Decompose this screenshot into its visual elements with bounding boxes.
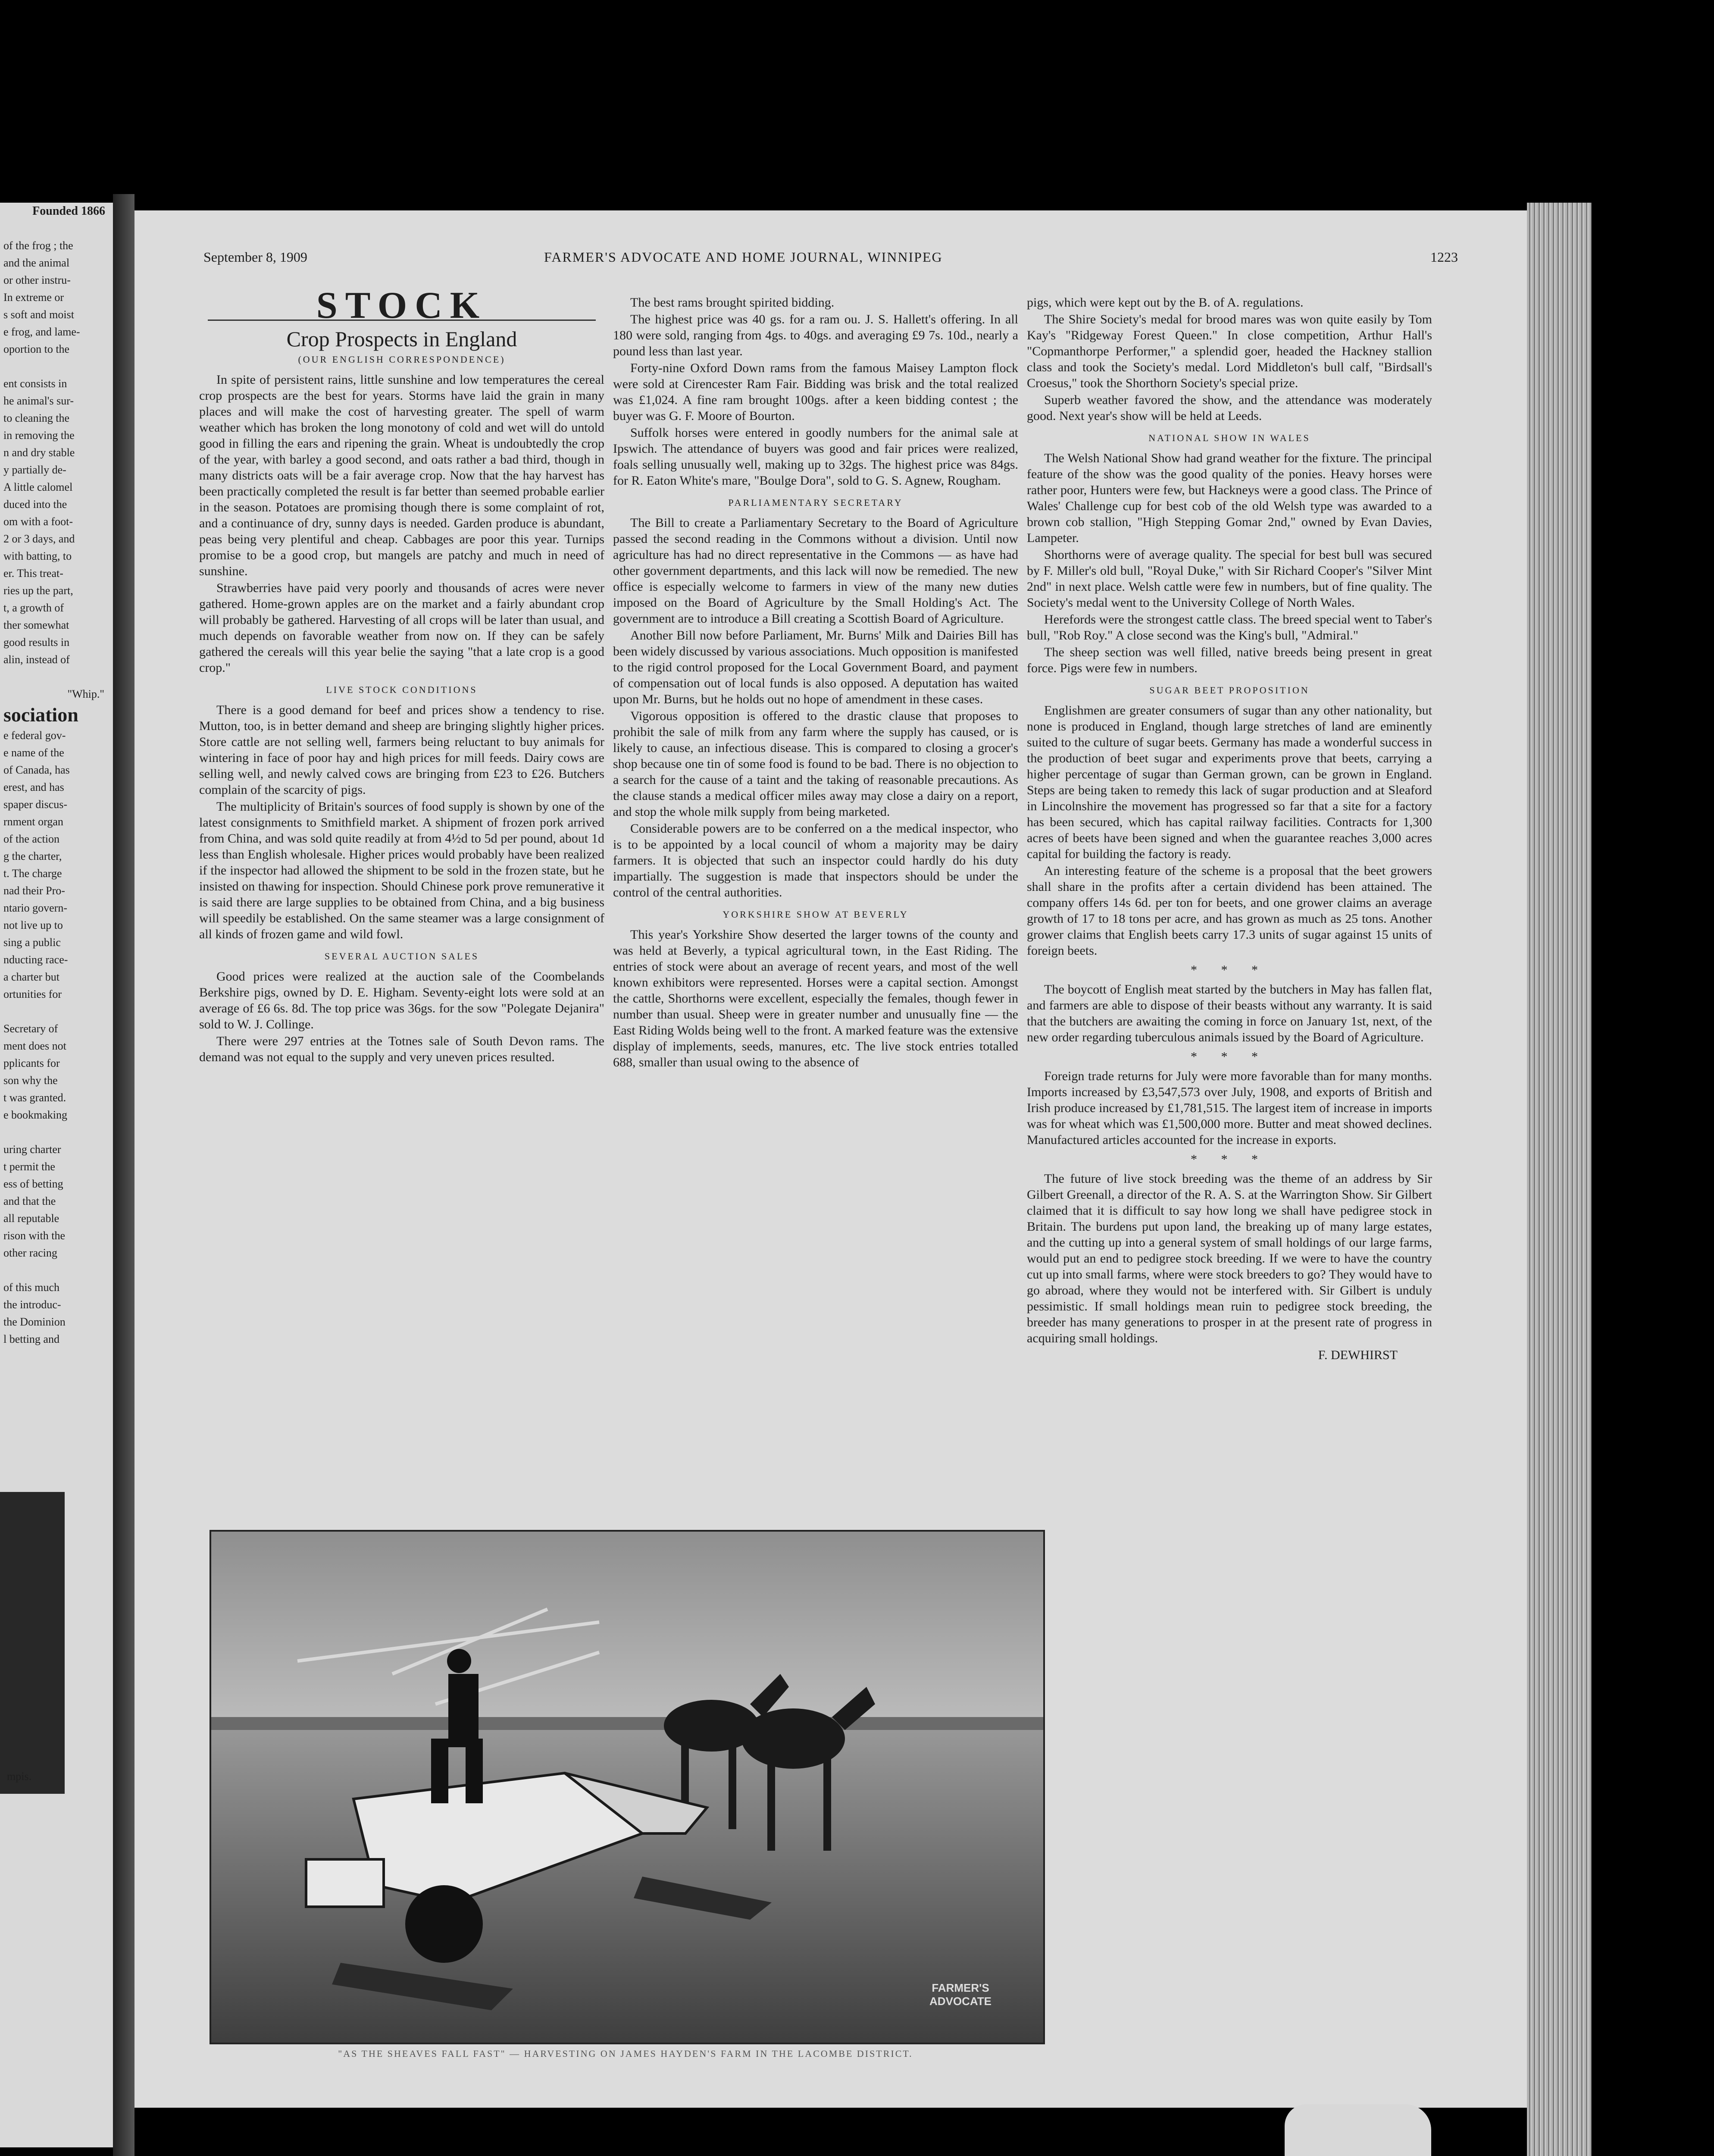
- left-page-line: t permit the: [3, 1160, 55, 1173]
- left-page-line: ntario govern-: [3, 902, 68, 914]
- left-page-line: the Dominion: [3, 1316, 66, 1328]
- left-page-line: s soft and moist: [3, 308, 74, 321]
- left-page-line: In extreme or: [3, 291, 64, 304]
- left-page-line: ent consists in: [3, 377, 67, 390]
- left-page-line: good results in: [3, 636, 70, 649]
- paragraph: Forty-nine Oxford Down rams from the famous Maisey Lampton flock were sold at Cirencester Ram Fair. Bidding was brisk and the total realized was £1,024. A fine ram brought 100gs. after a keen bidding contest ; the buyer was G. F. Moore of Bourton.: [613, 361, 1018, 423]
- left-page-line: or other instru-: [3, 274, 71, 286]
- left-page-line: t, a growth of: [3, 602, 64, 614]
- founded-label: Founded 1866: [32, 204, 105, 218]
- left-page-line: ries up the part,: [3, 584, 73, 597]
- watermark-line: ADVOCATE: [929, 1995, 991, 2008]
- left-page-line: g the charter,: [3, 850, 62, 862]
- left-page-line: nad their Pro-: [3, 884, 65, 897]
- page-clip-shadow: [1285, 2104, 1431, 2156]
- left-page-line: ess of betting: [3, 1178, 63, 1190]
- left-page-line: not live up to: [3, 919, 63, 931]
- paragraph: The Welsh National Show had grand weather for the fixture. The principal feature of the show was the good quality of the ponies. Heavy horses were rather poor, Hunters were few, but Hackneys were a good class. The Prince of Wales' Challenge cup for best cob of the old Welsh type was awarded to a brown cob stallion, "High Stepping Gomar 2nd," owned by Evan Davies, Lampeter.: [1027, 451, 1432, 545]
- left-page-line: sing a public: [3, 936, 61, 949]
- paragraph: Superb weather favored the show, and the attendance was moderately good. Next year's show will be held at Leeds.: [1027, 393, 1432, 423]
- left-page-line: and that the: [3, 1195, 56, 1207]
- article-headline: Crop Prospects in England: [286, 327, 517, 351]
- photo-caption: "AS THE SHEAVES FALL FAST" — HARVESTING ON JAMES HAYDEN'S FARM IN THE LACOMBE DISTRICT.: [338, 2048, 913, 2059]
- paragraph: Shorthorns were of average quality. The special for best bull was secured by F. Miller's old bull, "Royal Duke," with Sir Richard Cooper's "Silver Mint 2nd" in next place. Welsh cattle were few in numbers, but of fine quality. The Society's medal went to the University College of North Wales.: [1027, 548, 1432, 610]
- paragraph: Suffolk horses were entered in goodly numbers for the animal sale at Ipswich. The attendance of buyers was good and fair prices were realized, foals selling unusually well, making up to 32gs. The highest price was 84gs. for R. Eaton White's mare, "Boulge Dora", sold to G. S. Agnew, Rougham.: [613, 426, 1018, 488]
- publication-title: FARMER'S ADVOCATE AND HOME JOURNAL, WINNIPEG: [544, 249, 943, 265]
- newspaper-page: [134, 210, 1527, 2108]
- paragraph: This year's Yorkshire Show deserted the larger towns of the county and was held at Beverly, a typical agricultural town, in the East Riding. The entries of stock were about an average of recent years, and most of the well known exhibitors were represented. Horses were a capital section. Amongst the cattle, Shorthorns were excellent, especially the females, though fewer in number than usual. Sheep were in greater number and unusually fine — the East Riding Wolds being well to the front. A marked feature was the extensive display of implements, seeds, manures, etc. The live stock entries totalled 688, smaller than usual owing to the absence of: [613, 928, 1018, 1069]
- paragraph: The boycott of English meat started by the butchers in May has fallen flat, and farmers are able to dispose of their beasts without any warranty. It is said that the butchers are awaiting the coming in force on January 1st, next, of the new order regarding tuberculous animals issued by the Board of Agriculture.: [1027, 982, 1432, 1044]
- article-byline: (OUR ENGLISH CORRESPONDENCE): [298, 354, 506, 365]
- column-2: [613, 295, 1018, 1071]
- left-page-line: y partially de-: [3, 464, 66, 476]
- left-page-line: pplicants for: [3, 1057, 60, 1069]
- author-signoff: F. DEWHIRST: [1318, 1348, 1398, 1362]
- left-page-text-block-2: [0, 727, 113, 1348]
- column-3: [1027, 295, 1432, 1364]
- left-page-line: the introduc-: [3, 1298, 61, 1311]
- paragraph: The highest price was 40 gs. for a ram ou. J. S. Hallett's offering. In all 180 were sold, ranging from 4gs. to 40gs. and averaging £9 7s. 10d., nearly a pound less than last year.: [613, 312, 1018, 358]
- paragraph: In spite of persistent rains, little sunshine and low temperatures the cereal crop prospects are the best for years. Storms have laid the grain in many places and will make the cost of harvesting greater. The spell of warm weather which has broken the long monotony of cold and wet will do untold good in filling the ears and ripening the grain. Wheat is undoubtedly the crop of the year, with barley a good second, and oats rather a bad third, though in many districts oats will be a fair average crop. Now that the hay harvest has been practically completed the result is far better than seemed probable earlier in the season. Potatoes are promising though there is some complaint of rot, and a continuance of dry, sunny days is needed. Garden produce is abundant, peas being very plentiful and cheap. Cabbages are poor this year. Turnips promise to be a good crop, but mangels are patchy and much in need of sunshine.: [199, 373, 604, 578]
- left-page-line: rison with the: [3, 1229, 65, 1242]
- left-page-line: in removing the: [3, 429, 75, 442]
- left-page-line: alin, instead of: [3, 653, 70, 666]
- subheading: PARLIAMENTARY SECRETARY: [728, 497, 903, 508]
- book-gutter: [113, 194, 134, 2156]
- left-page-line: other racing: [3, 1247, 57, 1259]
- section-break: * * *: [1191, 1152, 1268, 1166]
- left-page-line: nducting race-: [3, 953, 68, 966]
- section-title: STOCK: [316, 285, 488, 326]
- left-page-line: [0, 1124, 113, 1141]
- left-page-line: [0, 668, 113, 686]
- left-page-line: Secretary of: [3, 1022, 58, 1035]
- paragraph: There were 297 entries at the Totnes sale of South Devon rams. The demand was not equal to the supply and very uneven prices resulted.: [199, 1034, 604, 1064]
- left-page-line: son why the: [3, 1074, 58, 1087]
- subheading: SUGAR BEET PROPOSITION: [1149, 685, 1310, 696]
- left-page-line: of this much: [3, 1281, 59, 1294]
- left-page-line: of the action: [3, 833, 59, 845]
- left-page-line: [0, 1262, 113, 1279]
- paragraph: Good prices were realized at the auction sale of the Coombelands Berkshire pigs, owned by D. E. Higham. Seventy-eight lots were sold at an average of £6 6s. 8d. The top price was 36gs. for the sow "Polegate Dejanira" sold to W. J. Collinge.: [199, 969, 604, 1031]
- running-header: [203, 249, 1458, 271]
- left-page-line: all reputable: [3, 1212, 59, 1225]
- paragraph: The sheep section was well filled, native breeds being present in great force. Pigs were few in numbers.: [1027, 645, 1432, 675]
- left-page-line: ortunities for: [3, 988, 62, 1000]
- left-page-line: [0, 1003, 113, 1020]
- book-page-edges: [1527, 203, 1592, 2156]
- paragraph: The Shire Society's medal for brood mares was won quite easily by Tom Kay's "Ridgeway Forest Queen." In close competition, Arthur Hall's "Copmanthorpe Performer," a splendid goer, headed the Hackney stallion class and took the Society's medal. Lord Middleton's bull calf, "Birdsall's Croesus," took the Shorthorn Society's special prize.: [1027, 312, 1432, 390]
- subheading: LIVE STOCK CONDITIONS: [326, 684, 478, 695]
- left-page-line: t. The charge: [3, 867, 62, 880]
- left-page-line: of the frog ; the: [3, 239, 73, 252]
- left-page-line: of Canada, has: [3, 764, 70, 776]
- left-page-line: er. This treat-: [3, 567, 63, 580]
- paragraph: The multiplicity of Britain's sources of food supply is shown by one of the latest consignments to Smithfield market. A shipment of frozen pork arrived from China, and was sold quite readily at from 4½d to 5d per pound, about 1d less than English wholesale. Higher prices would probably have been realized if the inspector had allowed the shipment to be sold in the frozen state, but he insisted on thawing for inspection. Should Chinese pork prove remunerative it is said there are large supplies to be obtained from China, and a big business will speedily be established. On the same steamer was a large consignment of all kinds of frozen game and wild fowl.: [199, 799, 604, 941]
- left-page-line: e federal gov-: [3, 729, 66, 742]
- paragraph: Considerable powers are to be conferred on a the medical inspector, who is to be appointed by a local council of whom a majority may be dairy farmers. It is objected that such an inspector could hardly do his duty impartially. The suggestion is made that inspectors should be under the control of the central authorities.: [613, 821, 1018, 899]
- paragraph: Strawberries have paid very poorly and thousands of acres were never gathered. Home-grown apples are on the market and a fairly abundant crop will probably be gathered. Harvesting of all crops will be later than usual, and much depends on favorable weather from now on. If they can be safely gathered the cereals will this year belie the saying "that a late crop is a good crop.": [199, 581, 604, 675]
- paragraph: Herefords were the strongest cattle class. The breed special went to Taber's bull, "Rob Roy." A close second was the King's bull, "Admiral.": [1027, 612, 1432, 642]
- left-page-line: e bookmaking: [3, 1109, 68, 1121]
- left-page-line: a charter but: [3, 971, 59, 983]
- paragraph: The best rams brought spirited bidding.: [630, 295, 835, 310]
- left-page-line: n and dry stable: [3, 446, 75, 459]
- subheading: YORKSHIRE SHOW AT BEVERLY: [723, 909, 909, 920]
- paragraph: The Bill to create a Parliamentary Secretary to the Board of Agriculture passed the second reading in the Commons without a division. Until now agriculture has had no direct representative in the Commons — as have had other government departments, and this lack will now be remedied. The new office is especially welcome to farmers in view of the many new duties imposed on the Board of Agriculture by the Small Holding's Act. The government are to introduce a Bill creating a Scottish Board of Agriculture.: [613, 516, 1018, 626]
- left-page-heading: sociation: [3, 704, 78, 726]
- left-page-line: rnment organ: [3, 815, 63, 828]
- left-page-line: e frog, and lame-: [3, 326, 80, 338]
- left-page-line: with batting, to: [3, 550, 72, 562]
- photo-watermark: [929, 1981, 991, 2008]
- left-page-foot: mpis.: [7, 1770, 32, 1783]
- harvest-photograph: [210, 1530, 1045, 2044]
- paragraph: Another Bill now before Parliament, Mr. Burns' Milk and Dairies Bill has been widely discussed by various associations. Much opposition is manifested to the rigid control proposed for the Local Government Board, and payment of compensation out of local funds is also opposed. A deputation has waited upon Mr. Burns, but he holds out no hope of amendment in these cases.: [613, 628, 1018, 706]
- watermark-line: FARMER'S: [932, 1981, 989, 1994]
- left-page-line: duced into the: [3, 498, 67, 511]
- left-page-line: t was granted.: [3, 1091, 66, 1104]
- paragraph: pigs, which were kept out by the B. of A. regulations.: [1027, 295, 1304, 310]
- left-page-line: oportion to the: [3, 343, 70, 355]
- left-page-line: om with a foot-: [3, 515, 73, 528]
- paragraph: An interesting feature of the scheme is a proposal that the beet growers shall share in the profits after a certain dividend has been attained. The company offers 14s 6d. per ton for beets, and one grower claims an average growth of 17 to 18 tons per acre, and has grown as much as 25 tons. Another grower claims that English beets carry 17.3 units of sugar against 15 units of foreign beets.: [1027, 864, 1432, 958]
- left-page-line: [0, 358, 113, 375]
- subheading: SEVERAL AUCTION SALES: [324, 951, 479, 962]
- page-number: 1223: [1430, 249, 1458, 265]
- paragraph: Foreign trade returns for July were more favorable than for many months. Imports increased by £3,547,573 over July, 1908, and exports of British and Irish produce increased by £1,781,515. The largest item of increase in imports was for wheat which was £1,500,000 more. Butter and meat showed declines. Manufactured articles accounted for the increase in exports.: [1027, 1069, 1432, 1147]
- left-page-line: A little calomel: [3, 481, 73, 493]
- left-page-line: to cleaning the: [3, 412, 70, 424]
- paragraph: The future of live stock breeding was the theme of an address by Sir Gilbert Greenall, a director of the R. A. S. at the Warrington Show. Sir Gilbert claimed that it is difficult to say how long we shall have pedigree stock in Britain. The burdens put upon land, the breaking up of many large estates, and the cutting up into a general system of small holdings of our large farms, would put an end to pedigree stock breeding. If we were to have the country cut up into small farms, where were stock breeders to go? They would have to go abroad, where they would not be interfered with. Sir Gilbert is unduly pessimistic. If small holdings mean ruin to pedigree stock breeding, the breeder has many generations to prosper in at the present rate of progress in acquiring small holdings.: [1027, 1172, 1432, 1345]
- left-page-line: e name of the: [3, 746, 64, 759]
- left-page-line: ther somewhat: [3, 619, 69, 631]
- left-page-line: ment does not: [3, 1040, 66, 1052]
- adjacent-left-page: [0, 203, 113, 2147]
- left-page-line: erest, and has: [3, 781, 64, 793]
- left-page-line: "Whip.": [67, 688, 104, 700]
- section-break: * * *: [1191, 1050, 1268, 1064]
- section-break: * * *: [1191, 963, 1268, 977]
- issue-date: September 8, 1909: [203, 249, 307, 265]
- left-page-line: and the animal: [3, 257, 70, 269]
- subheading: NATIONAL SHOW IN WALES: [1148, 432, 1311, 443]
- left-page-line: spaper discus-: [3, 798, 68, 811]
- left-page-line: 2 or 3 days, and: [3, 533, 75, 545]
- column-1: [199, 285, 604, 1066]
- left-page-photo: [0, 1492, 65, 1794]
- harvest-scene-image: [211, 1532, 1043, 2043]
- left-page-line: he animal's sur-: [3, 395, 74, 407]
- left-page-line: uring charter: [3, 1143, 61, 1156]
- left-page-text-block-1: [0, 237, 113, 703]
- left-page-line: l betting and: [3, 1333, 59, 1345]
- paragraph: Vigorous opposition is offered to the drastic clause that proposes to prohibit the sale of milk from any farm where the supply has caused, or is likely to cause, an infectious disease. This is compared to closing a grocer's shop because one tin of some food is found to be bad. There is no objection to a search for the cause of a taint and the taking of reasonable precautions. As the clause stands a medical officer miles away may close a dairy on a report, and stop the whole milk supply from being marketed.: [613, 709, 1018, 819]
- paragraph: Englishmen are greater consumers of sugar than any other nationality, but none is produced in England, though large stretches of land are eminently suited to the culture of sugar beets. Germany has made a wonderful success in the production of beet sugar and experiments prove that beets, carrying a higher percentage of sugar than German grown, can be grown in England. Steps are being taken to remedy this lack of sugar production and at Sleaford in Lincolnshire the movement has progressed so far that a site for a factory has been secured, which has capital railway facilities. Contracts for 1,300 acres of beets have been signed and when the guarantee reaches 3,000 acres capital for building the factory is ready.: [1027, 703, 1432, 861]
- paragraph: There is a good demand for beef and prices show a tendency to rise. Mutton, too, is in better demand and sheep are bringing slightly higher prices. Store cattle are not selling well, farmers being reluctant to buy animals for wintering in face of poor hay and high prices for mill feeds. Dairy cows are selling well, and newly calved cows are bringing from £23 to £26. Butchers complain of the scarcity of pigs.: [199, 703, 604, 797]
